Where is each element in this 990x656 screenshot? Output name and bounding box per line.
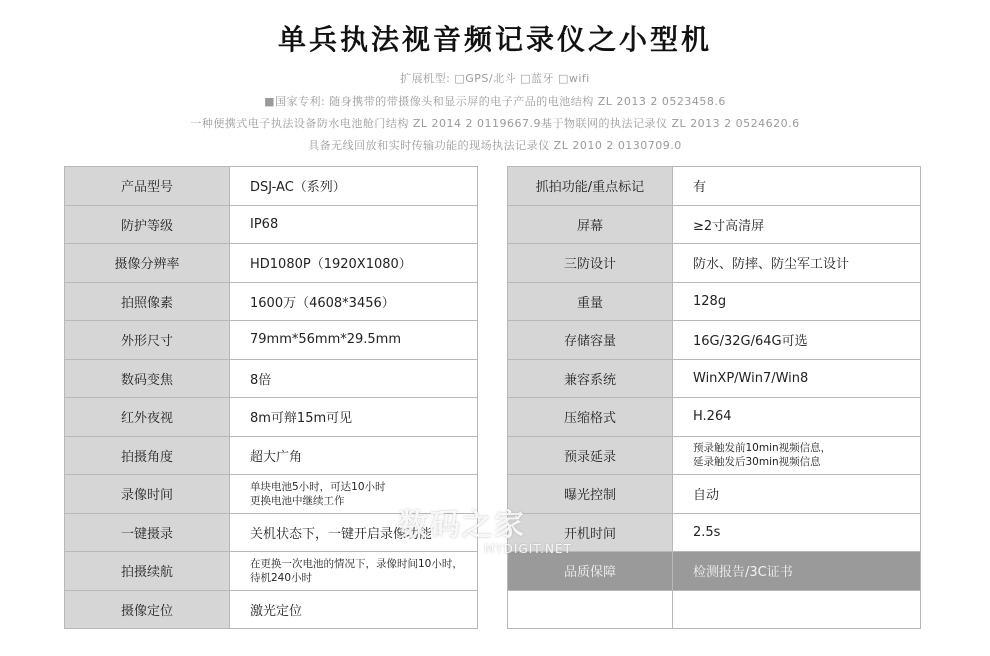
spec-row [508, 244, 921, 283]
spec-key: 摄像分辨率 [65, 244, 230, 283]
spec-value: 超大广角 [230, 436, 478, 475]
spec-key: 存储容量 [508, 321, 673, 360]
spec-row [508, 590, 921, 629]
spec-value: 检测报告/3C证书 [673, 552, 921, 591]
spec-row [65, 282, 478, 321]
patent-line-1: ■国家专利: 随身携带的带摄像头和显示屏的电子产品的电池结构 ZL 2013 2 0523458.6 [264, 95, 726, 108]
spec-value: 16G/32G/64G可选 [673, 321, 921, 360]
spec-row [65, 244, 478, 283]
spec-value: HD1080P（1920X1080） [230, 244, 478, 283]
spec-value: H.264 [673, 398, 921, 437]
spec-row [508, 205, 921, 244]
spec-row [65, 398, 478, 437]
spec-row [508, 398, 921, 437]
spec-key: 曝光控制 [508, 475, 673, 514]
spec-row [65, 205, 478, 244]
watermark-title: 数码之家 [398, 508, 526, 543]
spec-key: 拍照像素 [65, 282, 230, 321]
spec-value: 79mm*56mm*29.5mm [230, 321, 478, 360]
spec-key: 摄像定位 [65, 590, 230, 629]
spec-value-line: 单块电池5小时，可达10小时 [250, 480, 386, 493]
spec-key: 兼容系统 [508, 359, 673, 398]
spec-value: ≥2寸高清屏 [673, 205, 921, 244]
spec-key: 外形尺寸 [65, 321, 230, 360]
spec-key: 重量 [508, 282, 673, 321]
spec-value-line: 待机240小时 [250, 571, 313, 584]
spec-value: DSJ-AC（系列） [230, 167, 478, 206]
spec-key: 防护等级 [65, 205, 230, 244]
spec-row [65, 436, 478, 475]
spec-key: 品质保障 [508, 552, 673, 591]
spec-value-line: 延录触发后30min视频信息 [693, 456, 821, 469]
spec-key: 一键摄录 [65, 513, 230, 552]
spec-value-line: 预录触发前10min视频信息， [693, 442, 832, 455]
spec-value: 有 [673, 167, 921, 206]
spec-key: 压缩格式 [508, 398, 673, 437]
spec-value-line: 更换电池中继续工作 [250, 494, 345, 507]
spec-value: 1600万（4608*3456） [230, 282, 478, 321]
spec-key: 屏幕 [508, 205, 673, 244]
spec-value: IP68 [230, 205, 478, 244]
spec-key: 红外夜视 [65, 398, 230, 437]
spec-row [65, 321, 478, 360]
spec-key: 拍摄角度 [65, 436, 230, 475]
spec-row [508, 359, 921, 398]
spec-key: 开机时间 [508, 513, 673, 552]
spec-row [508, 282, 921, 321]
spec-key: 三防设计 [508, 244, 673, 283]
extension-models-line: 扩展机型: □GPS/北斗 □蓝牙 □wifi [400, 72, 590, 85]
spec-row [65, 552, 478, 591]
spec-row [508, 552, 921, 591]
spec-table-left [64, 166, 478, 629]
spec-row [508, 321, 921, 360]
spec-value [673, 436, 921, 475]
spec-value: 128g [673, 282, 921, 321]
spec-value: 8倍 [230, 359, 478, 398]
patent-line-3: 具备无线回放和实时传输功能的现场执法记录仪 ZL 2010 2 0130709.0 [308, 139, 682, 152]
spec-value-line: 在更换一次电池的情况下，录像时间10小时， [250, 557, 463, 570]
spec-value: 2.5s [673, 513, 921, 552]
spec-key: 抓拍功能/重点标记 [508, 167, 673, 206]
spec-row [508, 436, 921, 475]
spec-row [65, 167, 478, 206]
spec-row [508, 167, 921, 206]
patent-line-2: 一种便携式电子执法设备防水电池舱门结构 ZL 2014 2 0119667.9基于物联网的执法记录仪 ZL 2013 2 0524620.6 [190, 117, 800, 130]
spec-value [673, 590, 921, 629]
spec-key: 拍摄续航 [65, 552, 230, 591]
spec-value: 关机状态下，一键开启录像功能 [230, 513, 478, 552]
spec-row [65, 590, 478, 629]
spec-value: 激光定位 [230, 590, 478, 629]
spec-table-right [507, 166, 921, 629]
spec-key: 产品型号 [65, 167, 230, 206]
spec-value: 8m可辩15m可见 [230, 398, 478, 437]
spec-row [65, 359, 478, 398]
spec-value: WinXP/Win7/Win8 [673, 359, 921, 398]
spec-key: 录像时间 [65, 475, 230, 514]
spec-key: 数码变焦 [65, 359, 230, 398]
watermark [398, 500, 598, 556]
spec-value [230, 552, 478, 591]
watermark-url: MYDIGIT.NET [484, 542, 572, 556]
spec-value: 自动 [673, 475, 921, 514]
spec-key [508, 590, 673, 629]
page-title: 单兵执法视音频记录仪之小型机 [277, 23, 712, 56]
spec-value: 防水、防摔、防尘军工设计 [673, 244, 921, 283]
spec-key: 预录延录 [508, 436, 673, 475]
